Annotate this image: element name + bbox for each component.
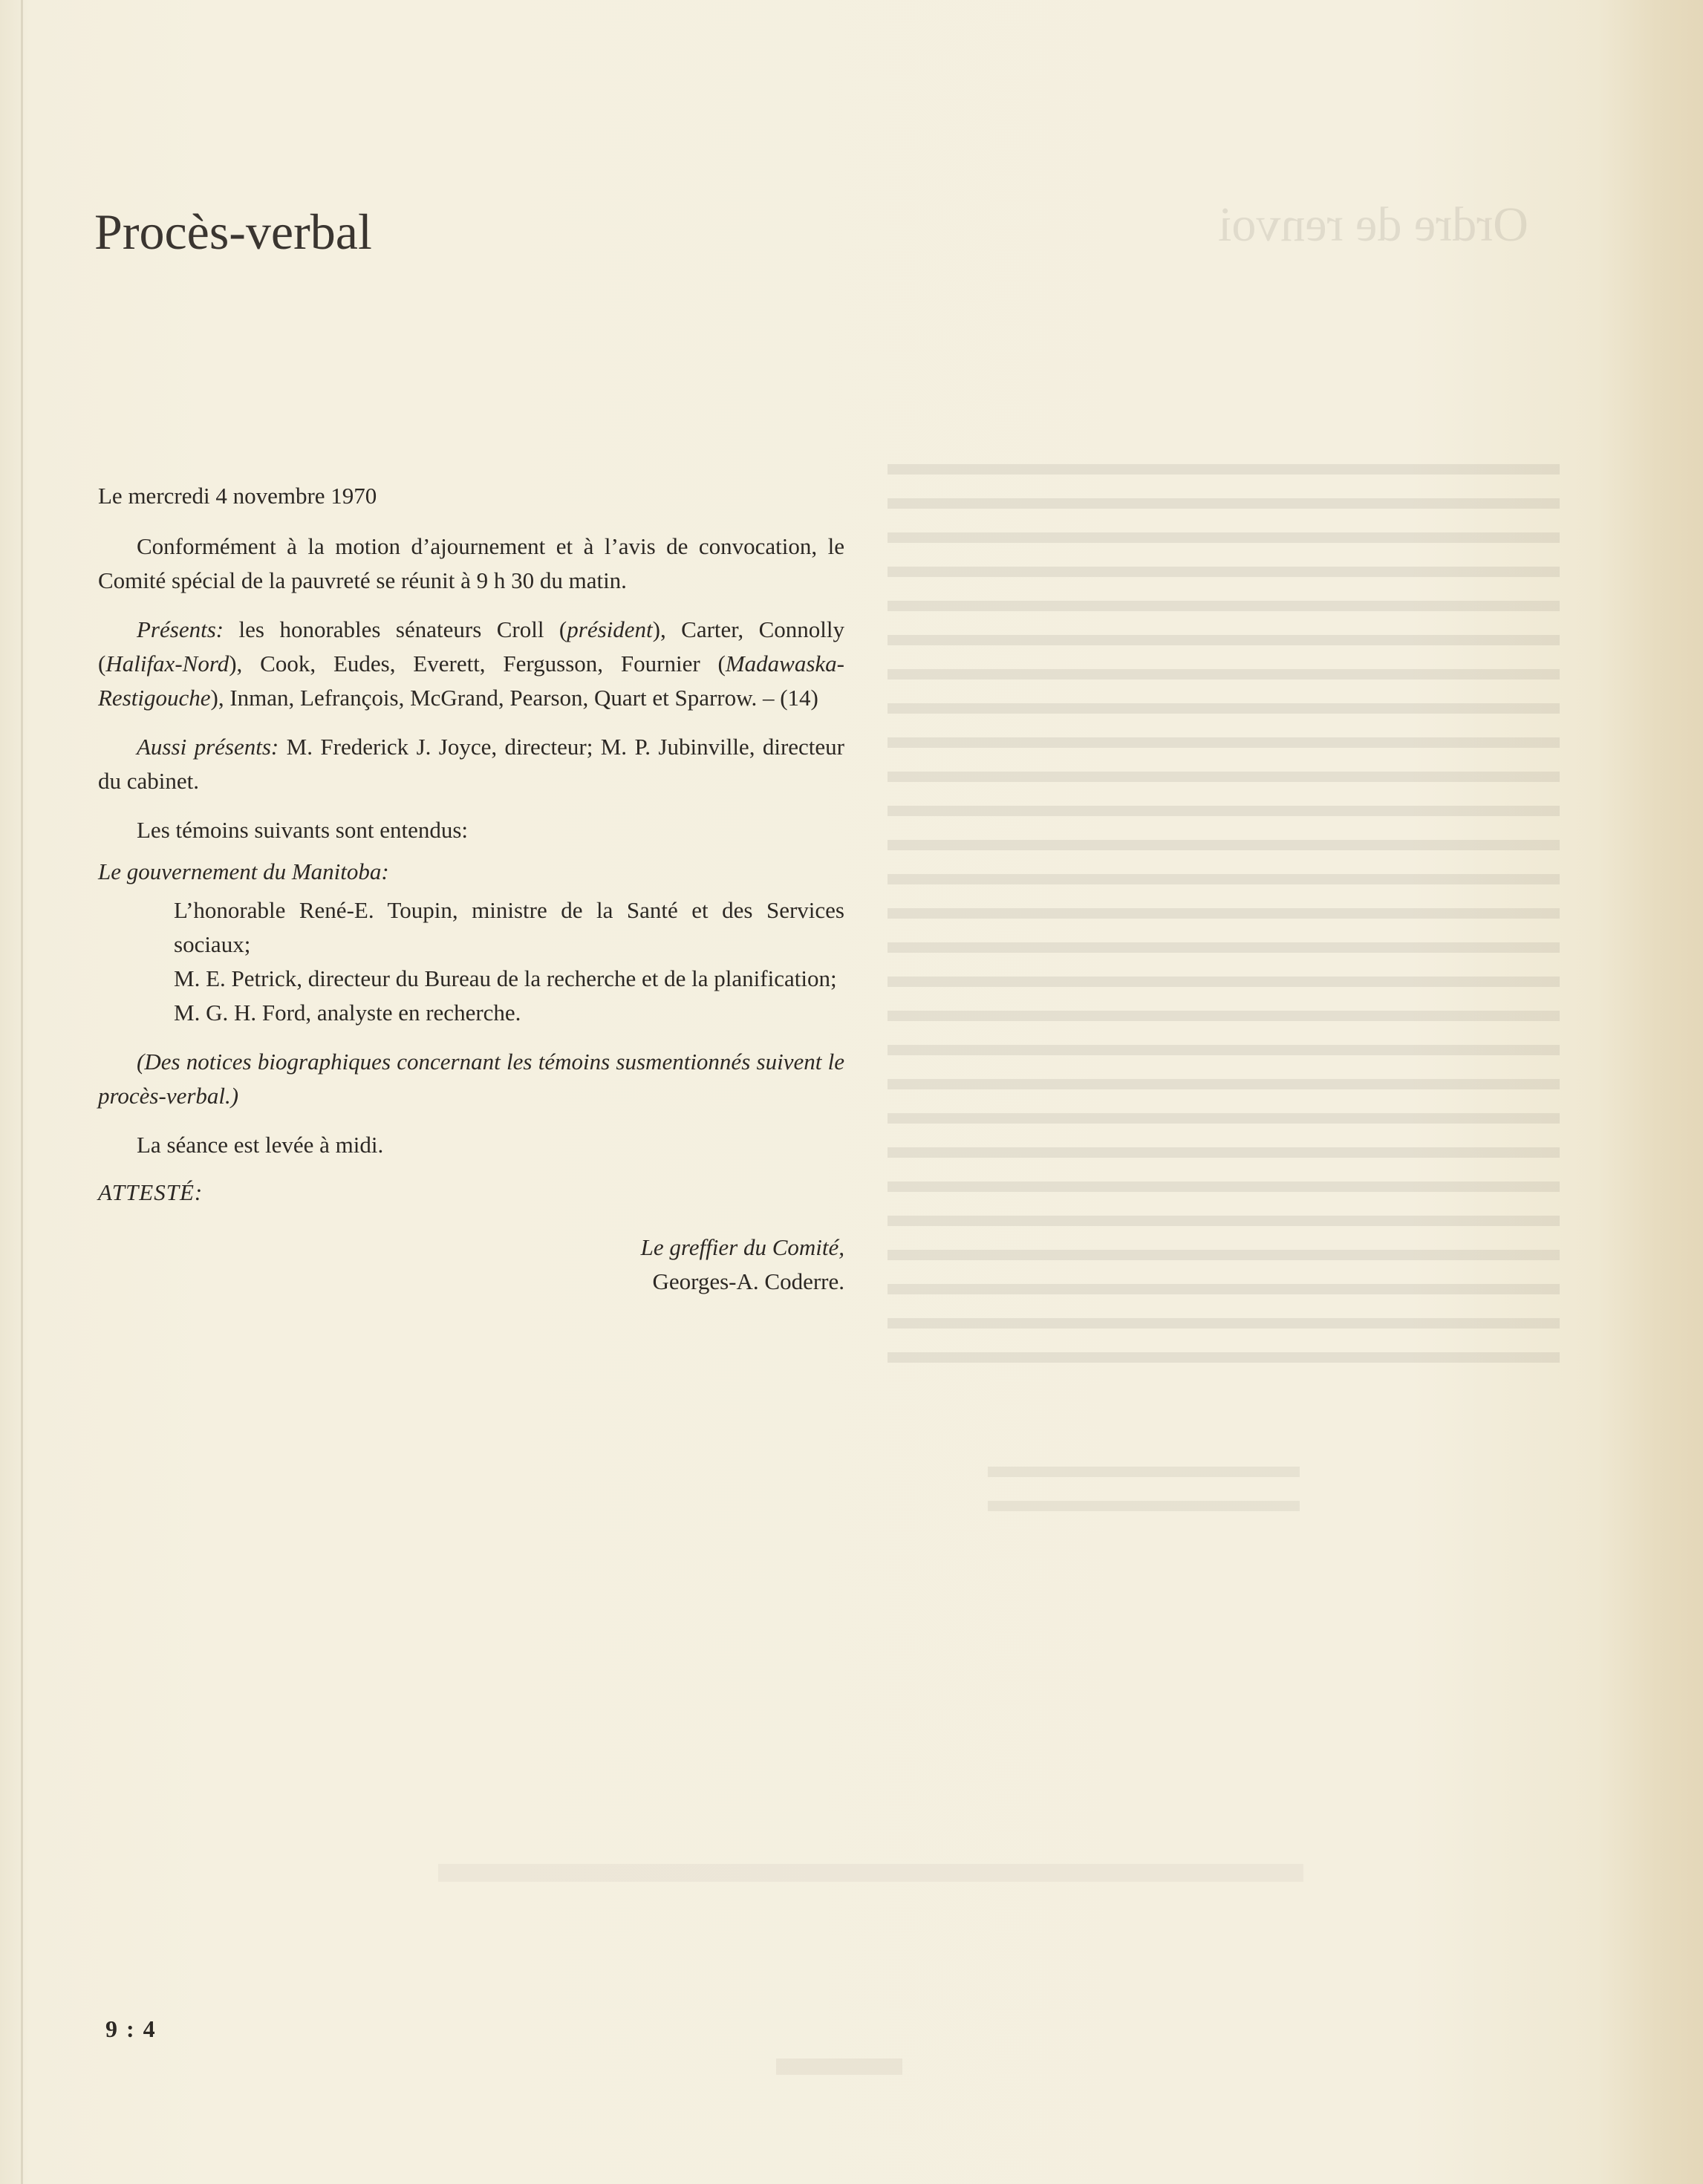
- presents-paragraph: [98, 613, 844, 715]
- adjournment: La séance est levée à midi.: [137, 1132, 384, 1158]
- presents-president: président: [567, 616, 653, 642]
- aussi-paragraph: [98, 730, 844, 798]
- presents-text-3: ), Cook, Eudes, Everett, Fergusson, Fournier (: [229, 651, 726, 677]
- witnesses-intro: Les témoins suivants sont entendus:: [137, 817, 469, 843]
- biographical-note: (Des notices biographiques concernant les témoins susmentionnés suivent le procès-verbal.): [98, 1049, 844, 1109]
- binding-edge: [21, 0, 23, 2184]
- bleed-through-footer: [438, 1864, 1303, 1882]
- attested-label: ATTESTÉ:: [98, 1179, 203, 1205]
- page-title: Procès-verbal: [94, 203, 372, 260]
- bleed-through-signature: [988, 1467, 1300, 1519]
- page-number: 9 : 4: [105, 2015, 157, 2042]
- meeting-date: Le mercredi 4 novembre 1970: [98, 483, 377, 509]
- intro-paragraph: Conformément à la motion d’ajournement et à l’avis de convocation, le Comité spécial de la pauvreté se réunit à 9 h 30 du matin.: [98, 533, 844, 593]
- signature-name: Georges-A. Coderre.: [652, 1268, 844, 1294]
- presents-text-2: ), Carter, Connolly (: [98, 616, 844, 677]
- signature-role: [98, 1230, 844, 1265]
- bleed-through-title: Ordre de renvoi: [1218, 198, 1528, 252]
- aussi-label: Aussi présents:: [137, 734, 279, 760]
- presents-madawaska: Madawaska-Restigouche: [98, 651, 844, 711]
- presents-label: Présents:: [137, 616, 224, 642]
- witness-item: L’honorable René-E. Toupin, ministre de la Santé et des Services sociaux;: [174, 897, 844, 957]
- witness-item: M. G. H. Ford, analyste en recherche.: [174, 1000, 521, 1026]
- witness-item: M. E. Petrick, directeur du Bureau de la recherche et de la planification;: [174, 965, 837, 991]
- bleed-through-text: [888, 464, 1560, 1378]
- presents-text-4: ), Inman, Lefrançois, McGrand, Pearson, Quart et Sparrow. – (14): [210, 685, 818, 711]
- government-heading: Le gouvernement du Manitoba:: [98, 858, 389, 884]
- presents-text-1: les honorables sénateurs Croll (: [224, 616, 567, 642]
- clerk-role: Le greffier du Comité,: [640, 1234, 844, 1260]
- presents-halifax: Halifax-Nord: [105, 651, 229, 677]
- aussi-text: M. Frederick J. Joyce, directeur; M. P. Jubinville, directeur du cabinet.: [98, 734, 845, 794]
- bleed-through-number: [776, 2058, 902, 2075]
- minutes-body: [98, 479, 844, 1299]
